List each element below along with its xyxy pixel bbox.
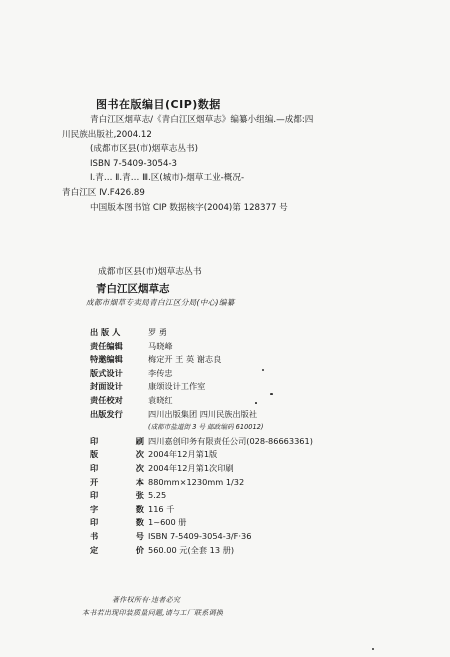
credit-key: 字 数 [90, 503, 144, 514]
credit-key: 责任编辑 [90, 340, 123, 351]
credit-key: 封面设计 [90, 381, 123, 392]
credit-value: 四川出版集团 四川民族出版社 [148, 408, 258, 419]
credit-value: 1~600 册 [148, 517, 187, 528]
credit-value: 马晓峰 [148, 340, 173, 351]
cip-block [62, 113, 432, 215]
print-speck [262, 369, 264, 371]
credit-value: 880mm×1230mm 1/32 [148, 476, 245, 487]
credit-value: 康颂设计工作室 [148, 381, 206, 392]
credit-key: 版 次 [90, 449, 144, 460]
credit-value: 梅定开 王 英 谢志良 [148, 354, 222, 365]
credit-key: 开 本 [90, 476, 144, 487]
credit-key: 印 次 [90, 462, 144, 473]
credit-value: 李传忠 [148, 367, 173, 378]
credit-value: 袁晓红 [148, 394, 173, 405]
credit-key: 书 号 [90, 530, 144, 541]
publisher-address: (成都市盐道街 3 号 邮政编码 610012) [148, 423, 264, 432]
credit-value: 116 千 [148, 503, 175, 514]
print-speck [255, 402, 257, 404]
credit-value: 2004年12月第1次印刷 [148, 462, 234, 473]
credit-key: 印 刷 [90, 435, 144, 446]
cip-line: 中国版本图书馆 CIP 数据核字(2004)第 128377 号 [90, 202, 288, 213]
credit-value: 2004年12月第1版 [148, 449, 218, 460]
credit-value: ISBN 7-5409-3054-3/F·36 [148, 530, 252, 541]
credit-value: 5.25 [148, 490, 167, 501]
cip-line: ISBN 7-5409-3054-3 [90, 158, 178, 169]
credit-key: 定 价 [90, 544, 144, 555]
credit-key: 印 张 [90, 490, 144, 501]
compiler-line: 成都市烟草专卖局青白江区分局(中心)编纂 [86, 298, 235, 307]
credit-value: 560.00 元(全套 13 册) [148, 544, 235, 555]
credit-value: 四川嘉创印务有限责任公司(028-86663361) [148, 435, 313, 446]
quality-notice: 本书若出现印装质量问题,请与工厂联系调换 [82, 609, 224, 617]
rights-notice: 著作权所有·违者必究 [112, 596, 181, 604]
credit-key: 出版发行 [90, 408, 123, 419]
series-name: 成都市区县(市)烟草志丛书 [98, 267, 202, 277]
cip-line: (成都市区县(市)烟草志丛书) [90, 144, 198, 155]
credit-key: 特邀编辑 [90, 354, 123, 365]
print-speck [270, 393, 273, 395]
credit-key: 印 数 [90, 517, 144, 528]
cip-line: 川民族出版社,2004.12 [62, 129, 152, 140]
credit-value: 罗 勇 [148, 327, 167, 337]
cip-line: Ⅰ.青… Ⅱ.青… Ⅲ.区(城市)-烟草工业-概况- [90, 173, 245, 184]
cip-line: 青白江区烟草志/《青白江区烟草志》编纂小组编.—成都:四 [90, 115, 314, 125]
cip-title: 图书在版编目(CIP)数据 [96, 98, 221, 111]
book-title: 青白江区烟草志 [96, 283, 170, 295]
credit-key: 出 版 人 [90, 327, 121, 337]
cip-line: 青白江区 Ⅳ.F426.89 [62, 187, 145, 198]
credit-key: 版式设计 [90, 367, 123, 378]
credit-key: 责任校对 [90, 394, 123, 405]
print-speck [372, 648, 374, 650]
